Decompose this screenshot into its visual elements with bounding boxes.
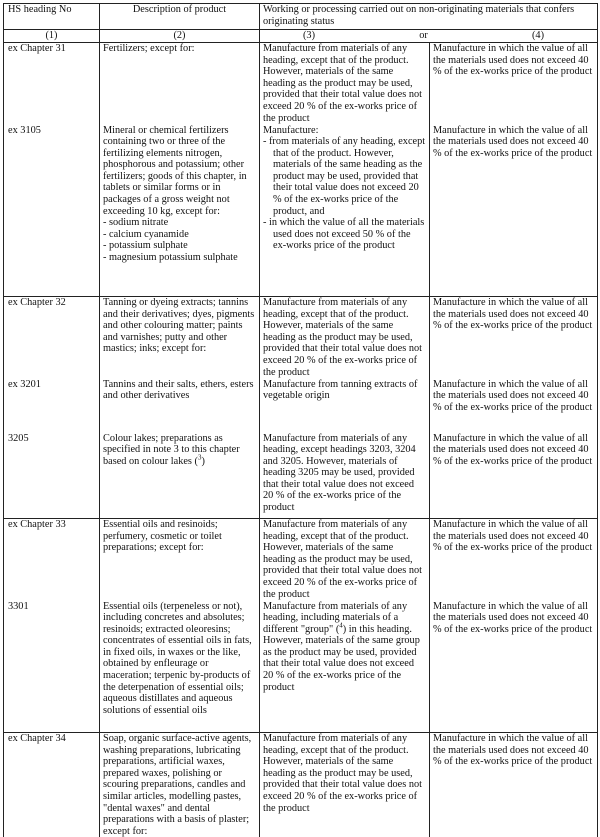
table-row — [4, 601, 598, 733]
description-text: Mineral or chemical fertilizers containing two or three of the fertilizing elements nitrogen, phosphorous and potassium; other fertilizers; goods of this chapter, in tablets or similar forms or in packages of a gross weight not exceeding 10 kg, except for: — [103, 125, 256, 218]
origin-rules-table — [3, 3, 598, 837]
hs-code: ex 3201 — [4, 379, 100, 433]
hs-code: ex Chapter 34 — [4, 733, 100, 837]
table-row — [4, 125, 598, 297]
hs-code: ex Chapter 33 — [4, 519, 100, 601]
processing-rule-col3 — [260, 125, 430, 297]
table-row — [4, 519, 598, 601]
table-row — [4, 733, 598, 837]
hs-code: ex 3105 — [4, 125, 100, 297]
processing-rule-col3: Manufacture from materials of any heading, except that of the product. However, materials of the same heading as the product may be used, provided that their total value does not exceed 20 % of the ex-works price of the product — [260, 519, 430, 601]
processing-rule-col4: Manufacture in which the value of all the materials used does not exceed 40 % of the ex-works price of the product — [430, 733, 598, 837]
hs-code: ex Chapter 31 — [4, 43, 100, 125]
list-item: - potassium sulphate — [103, 240, 256, 252]
footnote-ref: 3 — [198, 453, 202, 461]
processing-rule-col3: Manufacture from materials of any heading, including materials of a different "group" ($^4$) in this heading. However, materials of the same group as the product may be used, provided that their total value does not exceed 20 % of the ex-works price of the product — [260, 601, 430, 733]
product-description: Soap, organic surface-active agents, washing preparations, lubricating preparations, artificial waxes, prepared waxes, polishing or scouring preparations, candles and similar articles, modelling pastes, "dental waxes" and dental preparations with a basis of plaster; except for: — [100, 733, 260, 837]
product-description: Tannins and their salts, ethers, esters and other derivatives — [100, 379, 260, 433]
rule-conditions — [263, 136, 426, 252]
hs-code: 3205 — [4, 433, 100, 519]
header-working-processing: Working or processing carried out on non-originating materials that confers originating status — [260, 4, 598, 30]
description-exceptions — [103, 217, 256, 263]
processing-rule-col3: Manufacture from materials of any heading, except that of the product. However, materials of the same heading as the product may be used, provided that their total value does not exceed 20 % of the ex-works price of the product — [260, 297, 430, 379]
rule-text: in this heading. However, materials of the same group as the product may be used, provided that their total value does not exceed 20 % of the ex-works price of the product — [263, 624, 420, 693]
list-item: - calcium cyanamide — [103, 229, 256, 241]
col-num-or: or — [419, 30, 428, 42]
rule-text: Manufacture from materials of any heading, including materials of a different "group" — [263, 601, 407, 635]
processing-rule-col3: Manufacture from materials of any heading, except that of the product. However, materials of the same heading as the product may be used, provided that their total value does not exceed 20 % of the ex-works price of the product — [260, 43, 430, 125]
processing-rule-col4: Manufacture in which the value of all the materials used does not exceed 40 % of the ex-works price of the product — [430, 601, 598, 733]
footnote-ref: 4 — [339, 621, 343, 629]
col-num-3-4 — [260, 30, 598, 43]
processing-rule-col3: Manufacture from tanning extracts of vegetable origin — [260, 379, 430, 433]
table-row — [4, 433, 598, 519]
processing-rule-col4: Manufacture in which the value of all the materials used does not exceed 40 % of the ex-works price of the product — [430, 125, 598, 297]
processing-rule-col4: Manufacture in which the value of all the materials used does not exceed 40 % of the ex-works price of the product — [430, 297, 598, 379]
list-item: - sodium nitrate — [103, 217, 256, 229]
column-number-row — [4, 30, 598, 43]
processing-rule-col4: Manufacture in which the value of all the materials used does not exceed 40 % of the ex-works price of the product — [430, 379, 598, 433]
col-num-3: (3) — [303, 30, 315, 42]
hs-code: 3301 — [4, 601, 100, 733]
col-num-4: (4) — [532, 30, 544, 42]
description-text: Colour lakes; preparations as specified in note 3 to this chapter based on colour lakes — [103, 433, 240, 467]
processing-rule-col3: Manufacture from materials of any heading, except headings 3203, 3204 and 3205. However, materials of heading 3205 may be used, provided that their total value does not exceed 20 % of the ex-works price of the product — [260, 433, 430, 519]
processing-rule-col4: Manufacture in which the value of all the materials used does not exceed 40 % of the ex-works price of the product — [430, 519, 598, 601]
col-num-2: (2) — [100, 30, 260, 43]
product-description: Fertilizers; except for: — [100, 43, 260, 125]
list-item: - from materials of any heading, except that of the product. However, materials of the same heading as the product may be used, provided that their total value does not exceed 20 % of the ex-works price of the product, and — [263, 136, 426, 217]
document-page — [3, 3, 597, 832]
product-description: Colour lakes; preparations as specified in note 3 to this chapter based on colour lakes ($^3$) — [100, 433, 260, 519]
product-description: Essential oils and resinoids; perfumery, cosmetic or toilet preparations; except for: — [100, 519, 260, 601]
list-item: - in which the value of all the materials used does not exceed 50 % of the ex-works price of the product — [263, 217, 426, 252]
header-row — [4, 4, 598, 30]
col-num-1: (1) — [4, 30, 100, 43]
table-row — [4, 43, 598, 125]
processing-rule-col3: Manufacture from materials of any heading, except that of the product. However, materials of the same heading as the product may be used, provided that their total value does not exceed 20 % of the ex-works price of the product — [260, 733, 430, 837]
processing-rule-col4: Manufacture in which the value of all the materials used does not exceed 40 % of the ex-works price of the product — [430, 43, 598, 125]
table-row — [4, 379, 598, 433]
processing-rule-col4: Manufacture in which the value of all the materials used does not exceed 40 % of the ex-works price of the product — [430, 433, 598, 519]
rule-intro: Manufacture: — [263, 125, 426, 137]
product-description: Tanning or dyeing extracts; tannins and their derivatives; dyes, pigments and other colouring matter; paints and varnishes; putty and other mastics; inks; except for: — [100, 297, 260, 379]
product-description: Essential oils (terpeneless or not), including concretes and absolutes; resinoids; extracted oleoresins; concentrates of essential oils in fats, in fixed oils, in waxes or the like, obtained by enfleurage or maceration; terpenic by-products of the deterpenation of essential oils; aqueous distillates and aqueous solutions of essential oils — [100, 601, 260, 733]
list-item: - magnesium potassium sulphate — [103, 252, 256, 264]
table-row — [4, 297, 598, 379]
hs-code: ex Chapter 32 — [4, 297, 100, 379]
header-description: Description of product — [100, 4, 260, 30]
header-hs-heading: HS heading No — [4, 4, 100, 30]
product-description — [100, 125, 260, 297]
